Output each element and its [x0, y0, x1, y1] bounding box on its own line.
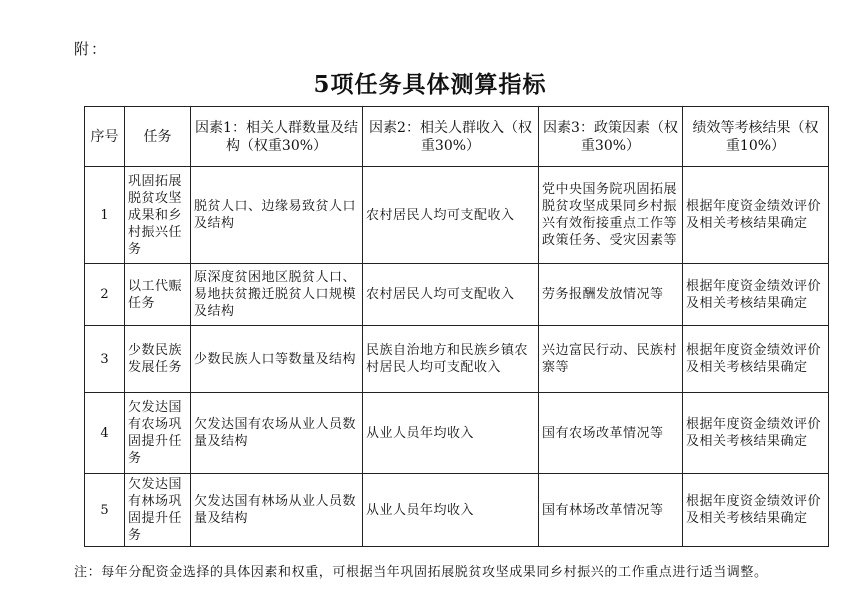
cell-factor3: 国有林场改革情况等 [539, 474, 683, 547]
header-factor3: 因素3：政策因素（权重30%） [539, 107, 683, 167]
cell-performance: 根据年度资金绩效评价及相关考核结果确定 [683, 474, 829, 547]
attachment-label: 附： [74, 40, 109, 58]
header-task: 任务 [125, 107, 191, 167]
cell-performance: 根据年度资金绩效评价及相关考核结果确定 [683, 326, 829, 393]
cell-factor1: 欠发达国有农场从业人员数量及结构 [191, 393, 363, 474]
cell-performance: 根据年度资金绩效评价及相关考核结果确定 [683, 264, 829, 326]
header-performance: 绩效等考核结果（权重10%） [683, 107, 829, 167]
cell-seq: 3 [85, 326, 125, 393]
cell-factor2: 从业人员年均收入 [363, 393, 539, 474]
cell-task: 少数民族发展任务 [125, 326, 191, 393]
cell-factor1: 原深度贫困地区脱贫人口、易地扶贫搬迁脱贫人口规模及结构 [191, 264, 363, 326]
table-row [85, 326, 829, 393]
cell-task: 巩固拓展脱贫攻坚成果和乡村振兴任务 [125, 167, 191, 264]
table-row [85, 264, 829, 326]
document-title: 5项任务具体测算指标 [313, 71, 547, 98]
header-factor2: 因素2：相关人群收入（权重30%） [363, 107, 539, 167]
table-header-row [85, 107, 829, 167]
cell-factor3: 国有农场改革情况等 [539, 393, 683, 474]
cell-factor1: 欠发达国有林场从业人员数量及结构 [191, 474, 363, 547]
cell-task: 欠发达国有林场巩固提升任务 [125, 474, 191, 547]
cell-factor2: 从业人员年均收入 [363, 474, 539, 547]
table-row [85, 474, 829, 547]
cell-task: 欠发达国有农场巩固提升任务 [125, 393, 191, 474]
footnote: 注：每年分配资金选择的具体因素和权重，可根据当年巩固拓展脱贫攻坚成果同乡村振兴的工作重点进行适当调整。 [74, 565, 768, 580]
header-factor1: 因素1：相关人群数量及结构（权重30%） [191, 107, 363, 167]
cell-factor2: 农村居民人均可支配收入 [363, 264, 539, 326]
cell-performance: 根据年度资金绩效评价及相关考核结果确定 [683, 167, 829, 264]
header-seq: 序号 [85, 107, 125, 167]
cell-seq: 5 [85, 474, 125, 547]
cell-factor3: 兴边富民行动、民族村寨等 [539, 326, 683, 393]
cell-performance: 根据年度资金绩效评价及相关考核结果确定 [683, 393, 829, 474]
cell-seq: 2 [85, 264, 125, 326]
cell-factor2: 农村居民人均可支配收入 [363, 167, 539, 264]
table-row [85, 393, 829, 474]
cell-factor1: 脱贫人口、边缘易致贫人口及结构 [191, 167, 363, 264]
cell-factor3: 劳务报酬发放情况等 [539, 264, 683, 326]
cell-task: 以工代赈任务 [125, 264, 191, 326]
indicator-table [84, 106, 829, 547]
cell-seq: 1 [85, 167, 125, 264]
cell-factor1: 少数民族人口等数量及结构 [191, 326, 363, 393]
cell-factor3: 党中央国务院巩固拓展脱贫攻坚成果同乡村振兴有效衔接重点工作等政策任务、受灾因素等 [539, 167, 683, 264]
cell-seq: 4 [85, 393, 125, 474]
cell-factor2: 民族自治地方和民族乡镇农村居民人均可支配收入 [363, 326, 539, 393]
table-row [85, 167, 829, 264]
